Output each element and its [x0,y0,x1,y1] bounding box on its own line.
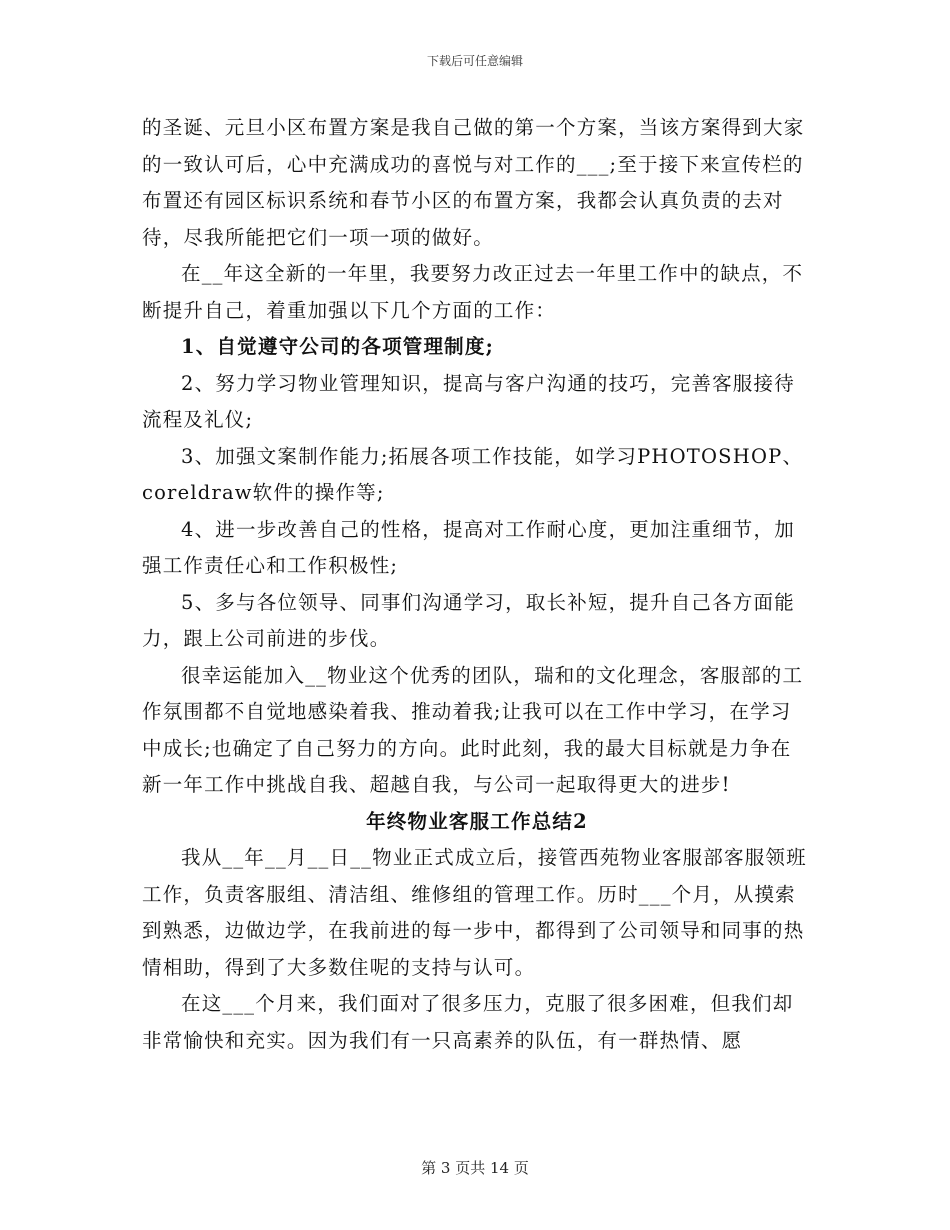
page-footer: 第 3 页共 14 页 [421,1159,529,1177]
list-item-5: 5、多与各位领导、同事们沟通学习，取长补短，提升自己各方面能力，跟上公司前进的步伐。 [142,590,795,650]
paragraph-intro-new-year: 在__年这全新的一年里，我要努力改正过去一年里工作中的缺点，不断提升自己，着重加强以下几个方面的工作： [142,262,804,322]
paragraph-summary-2-intro: 我从__年__月__日__物业正式成立后，接管西苑物业客服部客服领班工作，负责客服组、清洁组、维修组的管理工作。历时___个月，从摸索到熟悉，边做边学，在我前进的每一步中，都得到了公司领导和同事的热情相助，得到了大多数住呢的支持与认可。 [142,846,807,979]
list-item-1: 1、自觉遵守公司的各项管理制度; [181,335,494,358]
paragraph-summary-2-body: 在这___个月来，我们面对了很多压力，克服了很多困难，但我们却非常愉快和充实。因为我们有一只高素养的队伍，有一群热情、愿 [142,992,794,1052]
paragraph-closing: 很幸运能加入__物业这个优秀的团队，瑞和的文化理念，客服部的工作氛围都不自觉地感染着我、推动着我;让我可以在工作中学习，在学习中成长;也确定了自己努力的方向。此时此刻，我的最大目标就是力争在新一年工作中挑战自我、超越自我，与公司一起取得更大的进步! [142,663,804,796]
list-item-4: 4、进一步改善自己的性格，提高对工作耐心度，更加注重细节，加强工作责任心和工作积极性; [142,517,795,577]
page-header: 下载后可任意编辑 [426,54,523,68]
paragraph-continuation: 的圣诞、元旦小区布置方案是我自己做的第一个方案，当该方案得到大家的一致认可后，心中充满成功的喜悦与对工作的___;至于接下来宣传栏的布置还有园区标识系统和春节小区的布置方案，我都会认真负责的去对待，尽我所能把它们一项一项的做好。 [142,116,805,249]
list-item-3: 3、加强文案制作能力;拓展各项工作技能，如学习PHOTOSHOP、coreldraw软件的操作等; [142,444,804,504]
section-title: 年终物业客服工作总结2 [366,809,588,833]
document-body [142,110,812,1059]
list-item-2: 2、努力学习物业管理知识，提高与客户沟通的技巧，完善客服接待流程及礼仪; [142,371,795,431]
